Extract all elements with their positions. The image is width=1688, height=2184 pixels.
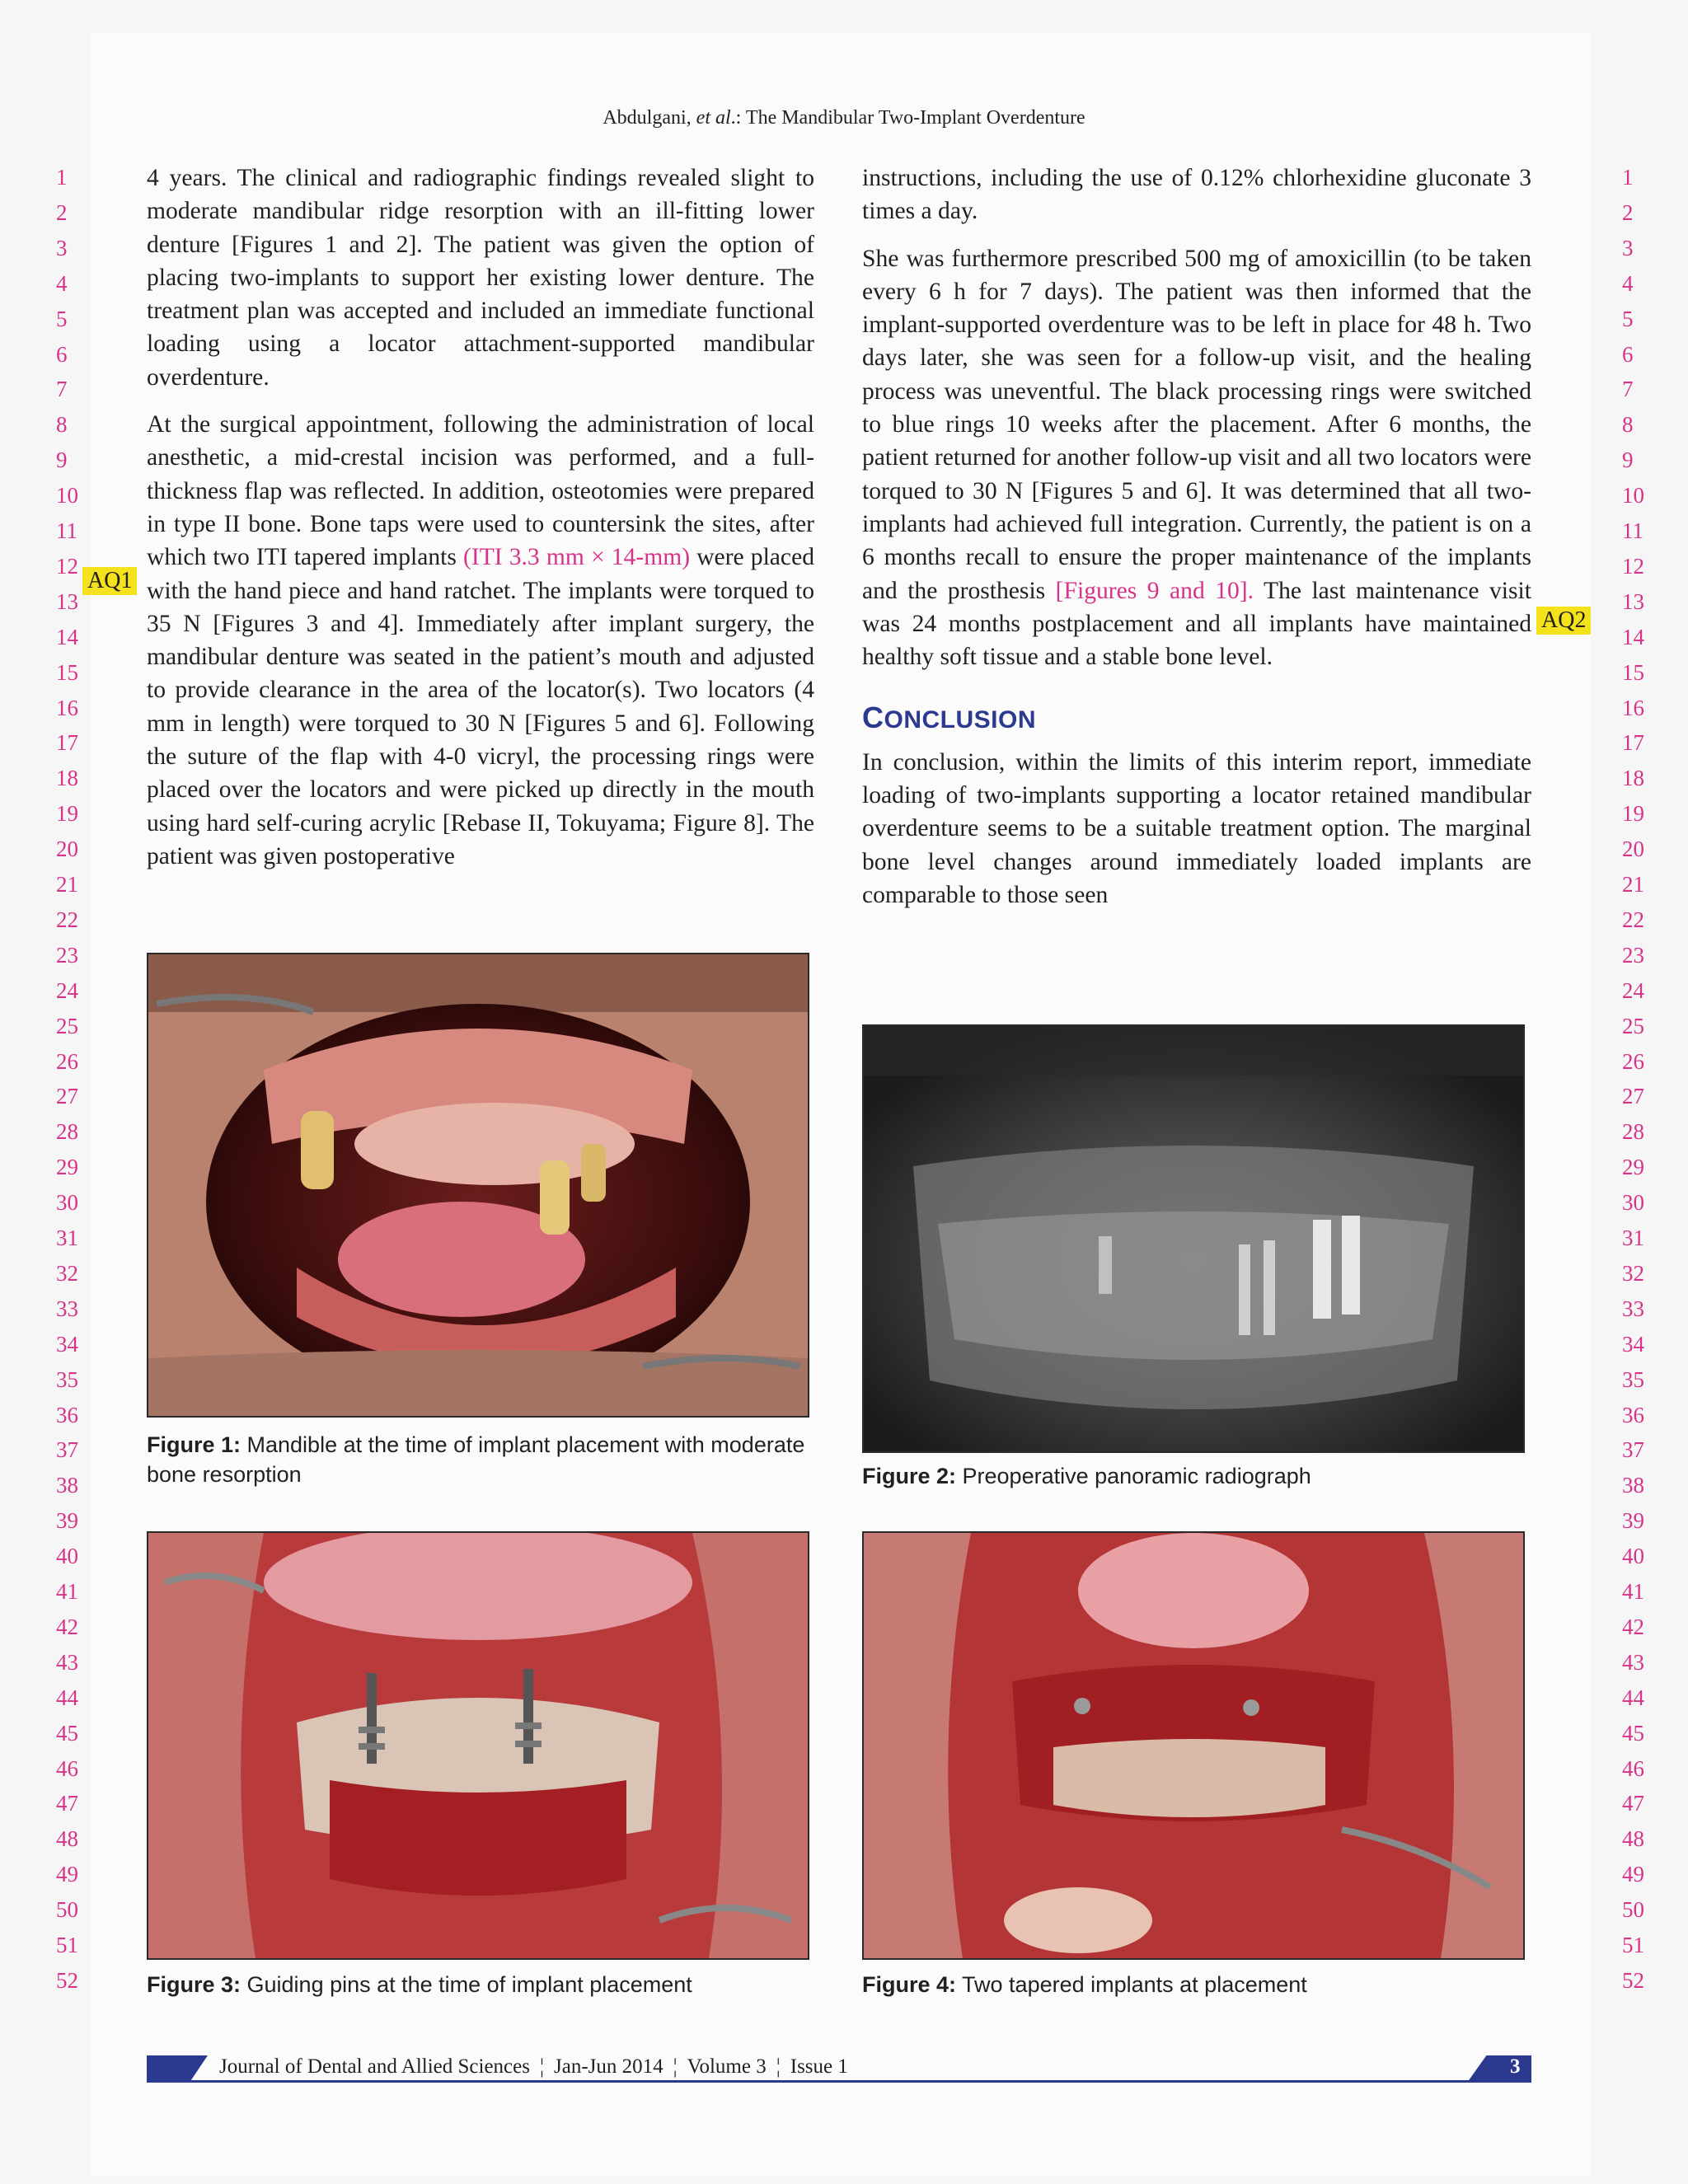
running-head-title: .: The Mandibular Two-Implant Overdenture (730, 107, 1085, 129)
line-number: 14 (1622, 624, 1644, 649)
footer-date: Jan-Jun 2014 (554, 2055, 663, 2078)
line-number: 50 (1622, 1897, 1644, 1923)
line-number: 22 (56, 907, 78, 932)
mouth-photo (148, 954, 808, 1416)
paragraph (862, 242, 1531, 674)
line-number: 5 (1622, 306, 1634, 331)
line-number: 49 (1622, 1862, 1644, 1887)
line-number: 15 (1622, 659, 1644, 685)
line-number: 34 (1622, 1331, 1644, 1357)
line-number: 10 (56, 483, 78, 509)
line-number: 51 (1622, 1933, 1644, 1957)
line-number: 30 (1622, 1190, 1644, 1216)
line-number: 6 (56, 341, 68, 367)
line-number: 30 (56, 1190, 78, 1216)
text-run: At the surgical appointment, following the administration of local anesthetic, a mid-crestal incision was performed, and a full-thickness flap was reflected. In addition, osteotomies were prepared in type II bone. Bone taps were used to countersink the sites, after which two ITI tapered implants (147, 411, 814, 571)
line-number: 44 (56, 1685, 78, 1710)
line-number: 50 (56, 1897, 78, 1923)
line-number: 28 (56, 1119, 78, 1145)
line-number: 42 (1622, 1614, 1644, 1639)
implant-spec-reference[interactable]: (ITI 3.3 mm × 14-mm) (463, 544, 691, 571)
line-number: 2 (1622, 199, 1634, 225)
line-number: 4 (56, 270, 68, 296)
author-query-aq2[interactable]: AQ2 (1536, 607, 1591, 635)
footer-journal: Journal of Dental and Allied Sciences (219, 2055, 530, 2078)
line-number: 37 (56, 1437, 78, 1463)
line-number: 52 (1622, 1967, 1644, 1993)
line-number: 38 (1622, 1473, 1644, 1498)
line-number: 45 (1622, 1720, 1644, 1746)
line-number: 27 (56, 1084, 78, 1109)
section-heading-conclusion (862, 701, 1531, 737)
caption-label: Figure 1: (147, 1432, 241, 1457)
line-number: 33 (1622, 1296, 1644, 1321)
line-number: 3 (56, 235, 68, 260)
figure-4-image (862, 1531, 1525, 1960)
figure-reference[interactable]: [Figures 9 and 10]. (1055, 577, 1254, 604)
line-number: 12 (56, 553, 78, 579)
line-number: 41 (1622, 1579, 1644, 1604)
line-number: 13 (1622, 588, 1644, 614)
radiograph (864, 1026, 1523, 1451)
line-number: 23 (1622, 942, 1644, 968)
heading-rest: ONCLUSION (884, 706, 1036, 734)
running-head (0, 107, 1688, 129)
line-number: 20 (56, 837, 78, 862)
line-number: 32 (1622, 1260, 1644, 1286)
figure-2-image (862, 1024, 1525, 1453)
line-number: 37 (1622, 1437, 1644, 1463)
line-number: 3 (1622, 235, 1634, 260)
running-head-etal: et al (696, 107, 731, 129)
line-number: 4 (1622, 270, 1634, 296)
figure-3-image (147, 1531, 809, 1960)
line-number: 8 (1622, 412, 1634, 438)
right-column (862, 162, 1531, 926)
line-number: 39 (1622, 1508, 1644, 1534)
line-number: 1 (56, 165, 68, 190)
line-number: 15 (56, 659, 78, 685)
line-number: 11 (56, 518, 77, 543)
line-number: 8 (56, 412, 68, 438)
paragraph (147, 408, 814, 873)
line-number: 23 (56, 942, 78, 968)
figure-1-caption (147, 1430, 814, 1489)
line-number: 32 (56, 1260, 78, 1286)
line-number: 16 (1622, 695, 1644, 720)
paragraph: instructions, including the use of 0.12% chlorhexidine gluconate 3 times a day. (862, 165, 1531, 225)
line-number: 9 (56, 448, 68, 473)
line-number: 40 (56, 1544, 78, 1569)
line-number: 18 (1622, 766, 1644, 791)
line-number: 51 (56, 1933, 78, 1957)
line-number: 1 (1622, 165, 1634, 190)
footer-separator: ¦ (673, 2055, 678, 2078)
footer-volume: Volume 3 (687, 2055, 767, 2078)
left-column (147, 162, 814, 887)
figure-2-caption (862, 1461, 1530, 1491)
line-number: 42 (56, 1614, 78, 1639)
line-number: 47 (1622, 1791, 1644, 1816)
figure-3-caption (147, 1970, 814, 1999)
line-number: 26 (1622, 1048, 1644, 1074)
line-number: 27 (1622, 1084, 1644, 1109)
line-number: 36 (56, 1402, 78, 1427)
text-run: were placed with the hand piece and hand ratchet. The implants were torqued to 35 N [Figures 3 and 4]. Immediately after implant surgery, the mandibular denture was seated in the patient’s mouth and adjusted to provide clearance in the area of the locator(s). Two locators (4 mm in length) were torqued to 30 N [Figures 5 and 6]. Following the suture of the flap with 4-0 vicryl, the processing rings were placed over the locators and were picked up directly in the mouth using hard self-curing acrylic [Rebase II, Tokuyama; Figure 8]. The patient was given postoperative (147, 544, 815, 869)
caption-label: Figure 3: (147, 1972, 241, 1997)
line-number: 29 (56, 1155, 78, 1180)
line-number: 11 (1622, 518, 1643, 543)
line-number: 25 (56, 1013, 78, 1038)
page-number: 3 (1510, 2055, 1521, 2078)
line-number: 13 (56, 588, 78, 614)
line-number: 16 (56, 695, 78, 720)
author-query-aq1[interactable]: AQ1 (82, 567, 137, 595)
line-number: 36 (1622, 1402, 1644, 1427)
line-number: 48 (56, 1826, 78, 1852)
line-number: 17 (56, 730, 78, 756)
line-number: 17 (1622, 730, 1644, 756)
line-number: 9 (1622, 448, 1634, 473)
line-number: 31 (1622, 1226, 1644, 1250)
line-number: 7 (56, 377, 68, 402)
running-head-authors: Abdulgani, (603, 107, 696, 129)
text-run: The last maintenance visit was 24 months postplacement and all implants have maintained healthy soft tissue and a stable bone level. (862, 577, 1531, 671)
line-number: 40 (1622, 1544, 1644, 1569)
line-number: 2 (56, 199, 68, 225)
line-number: 12 (1622, 553, 1644, 579)
line-number: 47 (56, 1791, 78, 1816)
footer-separator: ¦ (776, 2055, 781, 2078)
surgical-photo-pins (148, 1533, 808, 1958)
line-number: 14 (56, 624, 78, 649)
text-run: She was furthermore prescribed 500 mg of amoxicillin (to be taken every 6 h for 7 days). The patient was then informed that the implant-supported overdenture was to be left in place for 48 h. Two days later, she was seen for a follow-up visit, and the healing process was uneventful. The black processing rings were switched to blue rings 10 weeks after the placement. After 6 months, the patient returned for another follow-up visit and all two locators were torqued to 30 N [Figures 5 and 6]. It was determined that all two-implants had achieved full integration. Currently, the patient is on a 6 months recall to ensure the proper maintenance of the implants and the prosthesis (862, 245, 1531, 604)
line-number: 24 (56, 977, 78, 1003)
paragraph: 4 years. The clinical and radiographic findings revealed slight to moderate mandibular ridge resorption with an ill-fitting lower denture [Figures 1 and 2]. The patient was given the option of placing two-implants to support her existing lower denture. The treatment plan was accepted and included an immediate functional loading using a locator attachment-supported mandibular overdenture. (147, 165, 814, 391)
line-number: 33 (56, 1296, 78, 1321)
caption-label: Figure 4: (862, 1972, 957, 1997)
line-number: 46 (56, 1755, 78, 1781)
heading-initial: C (862, 701, 884, 735)
line-number: 18 (56, 766, 78, 791)
footer-separator: ¦ (539, 2055, 544, 2078)
line-number: 46 (1622, 1755, 1644, 1781)
line-number: 24 (1622, 977, 1644, 1003)
caption-text: Guiding pins at the time of implant placement (241, 1972, 692, 1997)
figure-4-caption (862, 1970, 1530, 1999)
line-number: 49 (56, 1862, 78, 1887)
caption-text: Mandible at the time of implant placement with moderate bone resorption (147, 1432, 805, 1487)
line-number: 21 (1622, 872, 1644, 897)
line-number: 35 (56, 1366, 78, 1392)
line-number: 22 (1622, 907, 1644, 932)
line-number: 34 (56, 1331, 78, 1357)
line-number: 28 (1622, 1119, 1644, 1145)
footer-issue: Issue 1 (790, 2055, 848, 2078)
figure-1-image (147, 953, 809, 1418)
line-number: 10 (1622, 483, 1644, 509)
line-number: 7 (1622, 377, 1634, 402)
footer-journal-info (219, 2055, 848, 2079)
line-number: 25 (1622, 1013, 1644, 1038)
line-number: 19 (1622, 801, 1644, 827)
line-number: 48 (1622, 1826, 1644, 1852)
line-number: 44 (1622, 1685, 1644, 1710)
line-number: 43 (56, 1649, 78, 1675)
line-number: 21 (56, 872, 78, 897)
line-number: 29 (1622, 1155, 1644, 1180)
line-number: 35 (1622, 1366, 1644, 1392)
line-number: 31 (56, 1226, 78, 1250)
line-number: 19 (56, 801, 78, 827)
paragraph: In conclusion, within the limits of this interim report, immediate loading of two-implants supporting a locator retained mandibular overdenture seems to be a suitable treatment option. The marginal bone level changes around immediately loaded implants are comparable to those seen (862, 748, 1531, 908)
caption-text: Preoperative panoramic radiograph (956, 1464, 1311, 1488)
line-number: 43 (1622, 1649, 1644, 1675)
line-number: 38 (56, 1473, 78, 1498)
line-number: 39 (56, 1508, 78, 1534)
line-number: 52 (56, 1967, 78, 1993)
line-number: 26 (56, 1048, 78, 1074)
line-number: 41 (56, 1579, 78, 1604)
surgical-photo-implants (864, 1533, 1523, 1958)
caption-label: Figure 2: (862, 1464, 957, 1488)
line-number: 20 (1622, 837, 1644, 862)
line-number: 45 (56, 1720, 78, 1746)
caption-text: Two tapered implants at placement (956, 1972, 1307, 1997)
line-number: 6 (1622, 341, 1634, 367)
line-number: 5 (56, 306, 68, 331)
